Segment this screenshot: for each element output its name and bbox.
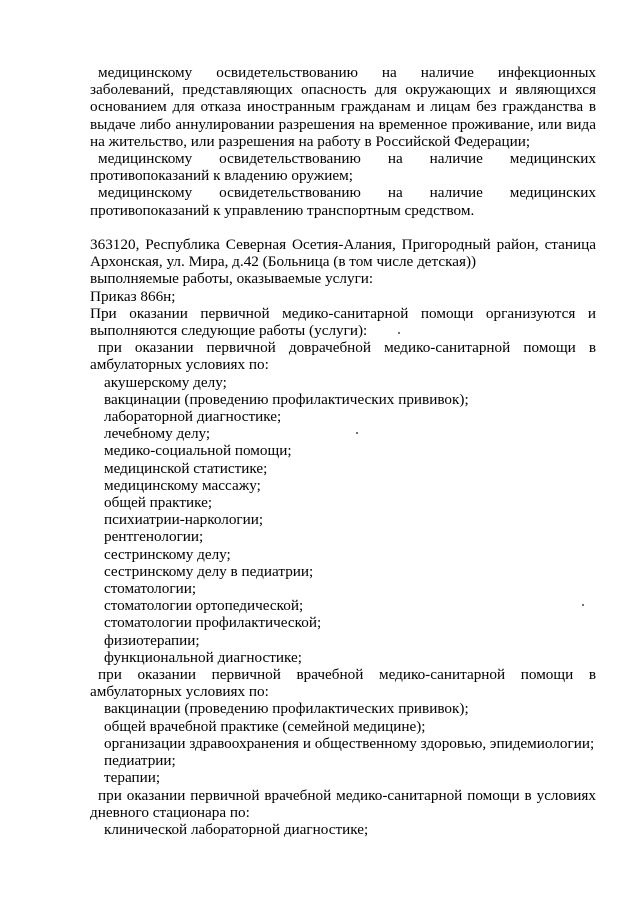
text-line: выполняемые работы, оказываемые услуги:: [90, 270, 374, 288]
text-line: выполняются следующие работы (услуги):: [90, 322, 368, 340]
text-line: лабораторной диагностике;: [104, 408, 282, 426]
text-line: Архонская, ул. Мира, д.42 (Больница (в том числе детская)): [90, 253, 477, 271]
text-line: медицинской статистике;: [104, 459, 268, 477]
scan-speck: [356, 432, 358, 434]
text-line: общей врачебной практике (семейной медицине);: [104, 717, 426, 735]
text-line: при оказании первичной врачебной медико-санитарной помощи в условиях: [98, 786, 596, 804]
text-line: медицинскому освидетельствованию на наличие медицинских: [98, 150, 596, 168]
text-line: медицинскому освидетельствованию на наличие медицинских: [98, 184, 596, 202]
text-line: общей практике;: [104, 494, 213, 512]
text-line: 363120, Республика Северная Осетия-Алания, Пригородный район, станица: [90, 236, 596, 253]
text-line: Приказ 866н;: [90, 287, 176, 305]
text-line: лечебному делу;: [104, 425, 211, 443]
text-line: При оказании первичной медико-санитарной помощи организуются и: [90, 304, 596, 322]
text-line: при оказании первичной доврачебной медико-санитарной помощи в: [98, 339, 596, 357]
text-line: стоматологии профилактической;: [104, 614, 322, 632]
text-line: выдаче либо аннулировании разрешения на временное проживание, или вида: [90, 115, 596, 133]
text-line: психиатрии-наркологии;: [104, 511, 264, 529]
address-services-section: [90, 236, 596, 838]
text-line: сестринскому делу в педиатрии;: [104, 562, 314, 580]
text-line: противопоказаний к владению оружием;: [90, 167, 353, 185]
text-line: организации здравоохранения и общественному здоровью, эпидемиологии;: [104, 734, 595, 752]
text-line: вакцинации (проведению профилактических прививок);: [104, 390, 469, 408]
text-line: медицинскому массажу;: [104, 476, 261, 494]
text-line: медико-социальной помощи;: [104, 442, 292, 460]
text-line: сестринскому делу;: [104, 545, 231, 563]
text-line: заболеваний, представляющих опасность для окружающих и являющихся: [90, 81, 596, 99]
conditions-section: [90, 64, 596, 219]
scan-speck: [582, 604, 584, 606]
text-line: вакцинации (проведению профилактических прививок);: [104, 700, 469, 718]
text-line: рентгенологии;: [104, 528, 204, 546]
text-line: противопоказаний к управлению транспортным средством.: [90, 201, 475, 219]
text-line: стоматологии;: [104, 580, 197, 598]
text-line: амбулаторных условиях по:: [90, 683, 269, 701]
text-line: на жительство, или разрешения на работу в Российской Федерации;: [90, 132, 531, 150]
text-line: амбулаторных условиях по:: [90, 356, 269, 374]
text-line: медицинскому освидетельствованию на наличие инфекционных: [98, 64, 596, 81]
text-line: функциональной диагностике;: [104, 648, 302, 666]
text-line: стоматологии ортопедической;: [104, 597, 304, 615]
text-line: клинической лабораторной диагностике;: [104, 820, 369, 838]
scan-speck: [398, 332, 400, 334]
text-line: физиотерапии;: [104, 631, 200, 649]
text-line: терапии;: [104, 769, 161, 787]
text-line: акушерскому делу;: [104, 373, 227, 391]
text-line: основанием для отказа иностранным гражданам и лицам без гражданства в: [90, 98, 596, 116]
text-line: при оказании первичной врачебной медико-санитарной помощи в: [98, 666, 596, 684]
text-line: педиатрии;: [104, 752, 176, 770]
text-line: дневного стационара по:: [90, 803, 250, 821]
